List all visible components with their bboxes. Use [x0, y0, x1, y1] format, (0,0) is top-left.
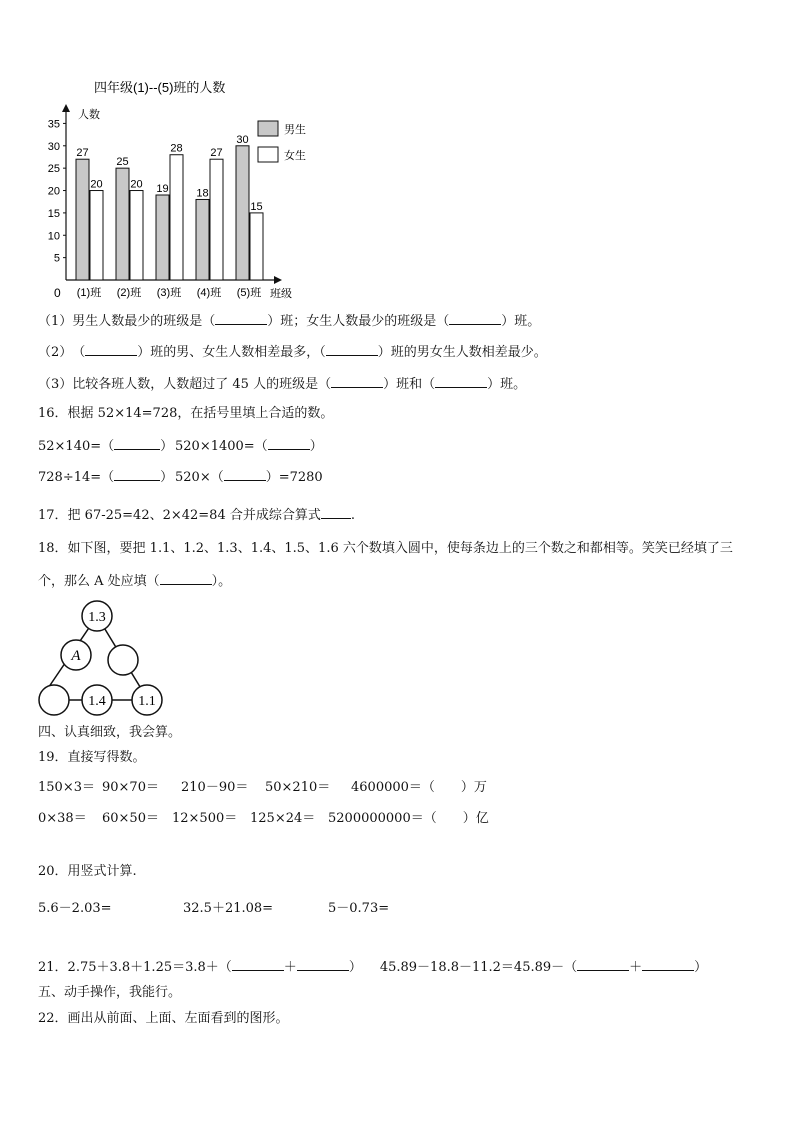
x-category-label: (2)班 [116, 287, 142, 299]
answer-blank[interactable] [114, 467, 160, 481]
q19-row2 [38, 810, 489, 828]
class-size-bar-chart [30, 76, 310, 306]
answer-blank[interactable] [232, 957, 284, 971]
q16-item: 520×1400=（ ） [175, 436, 323, 456]
q16-item: 52×140=（ ） [38, 436, 175, 456]
legend-swatch [258, 147, 278, 162]
y-tick-label: 35 [47, 118, 60, 131]
answer-blank[interactable] [326, 342, 378, 356]
circle-bottom-left[interactable] [39, 685, 69, 715]
answer-blank[interactable] [268, 436, 310, 450]
q16-title: 16．根据 52×14=728，在括号里填上合适的数。 [38, 406, 334, 421]
x-category-label: (1)班 [76, 287, 102, 299]
x-category-label: (4)班 [196, 287, 222, 299]
svg-text:1.3: 1.3 [88, 610, 106, 625]
q15-part3-text-c: ）班。 [487, 377, 527, 392]
y-tick-label: 5 [53, 252, 60, 265]
svg-text:1.1: 1.1 [138, 694, 156, 709]
answer-blank[interactable] [435, 374, 487, 388]
x-axis-label: 班级 [270, 288, 292, 300]
q21-text-a: 21．2.75＋3.8＋1.25＝3.8＋（ [38, 960, 232, 975]
y-axis-arrow [62, 104, 70, 112]
bar-value-label: 28 [170, 142, 183, 155]
q15-part3-text-b: ）班和（ [383, 377, 436, 392]
bar-girls [210, 159, 223, 280]
origin-label: 0 [54, 286, 61, 300]
answer-blank[interactable] [297, 957, 349, 971]
bar-value-label: 30 [236, 133, 249, 146]
q18-line1: 18．如下图，要把 1.1、1.2、1.3、1.4、1.5、1.6 六个数填入圆中，使每条边上的三个数之和都相等。笑笑已经填了三 [38, 541, 733, 556]
q15-part2-text-a: （2） （ [38, 345, 86, 360]
q21-text-b: ） [348, 960, 362, 975]
circle-left [61, 640, 91, 670]
q15-part1-text-a: （1）男生人数最少的班级是（ [38, 314, 216, 329]
chart-title: 四年级(1)--(5)班的人数 [94, 80, 226, 95]
q18-line2-text: 个，那么 A 处应填（ [38, 574, 160, 589]
y-tick-label: 30 [47, 140, 60, 153]
circle-bottom-mid [82, 685, 112, 715]
q16-item: 728÷14=（ ） [38, 467, 175, 487]
triangle-number-diagram [36, 598, 166, 720]
bar-boys [156, 195, 169, 280]
q15-part2-text-c: ）班的男女生人数相差最少。 [377, 345, 547, 360]
answer-blank[interactable] [215, 311, 267, 325]
q19-item: 60×50＝ [102, 811, 159, 826]
q15-part2-text-b: ）班的男、女生人数相差最多，（ [137, 345, 326, 360]
answer-blank[interactable] [449, 311, 501, 325]
q18-line2-end: ）。 [211, 574, 232, 589]
q19-item: 210－90＝ [181, 780, 249, 795]
section5-heading: 五、动手操作，我能行。 [38, 985, 182, 1000]
q16-row2 [38, 467, 323, 487]
q15-part1-text-b: ）班；女生人数最少的班级是（ [267, 314, 450, 329]
q19-item: 125×24＝ [250, 811, 316, 826]
answer-blank[interactable] [331, 374, 383, 388]
q15-part3 [38, 374, 526, 394]
legend-label: 男生 [284, 124, 306, 136]
q22: 22．画出从前面、上面、左面看到的图形。 [38, 1011, 289, 1026]
q15-part2 [38, 342, 547, 362]
y-tick-label: 25 [47, 163, 60, 176]
answer-blank[interactable] [85, 342, 137, 356]
bar-value-label: 18 [196, 187, 209, 200]
q19-item: 12×500＝ [172, 811, 238, 826]
q21-text-c: 45.89－18.8－11.2＝45.89－（ [379, 960, 578, 975]
q15-part1 [38, 311, 540, 331]
bar-value-label: 25 [116, 156, 129, 169]
q19-item: 5200000000＝（ ）亿 [328, 811, 489, 826]
circle-right[interactable] [108, 645, 138, 675]
bar-value-label: 19 [156, 183, 169, 195]
answer-blank[interactable] [160, 571, 212, 585]
q20-title: 20．用竖式计算. [38, 864, 137, 879]
bar-value-label: 27 [76, 147, 89, 160]
x-category-label: (5)班 [236, 287, 262, 299]
q15-part3-text-a: （3）比较各班人数，人数超过了 45 人的班级是（ [38, 377, 332, 392]
circle-top [82, 601, 112, 631]
q19-item: 50×210＝ [265, 780, 331, 795]
q19-item: 4600000＝（ ）万 [351, 780, 487, 795]
q16-item: 520×（ ）=7280 [175, 467, 323, 487]
bar-value-label: 20 [90, 178, 103, 191]
y-tick-label: 15 [47, 207, 60, 220]
bar-girls [250, 213, 263, 280]
q19-title: 19．直接写得数。 [38, 750, 146, 765]
q21-plus: ＋ [283, 960, 297, 975]
bar-value-label: 15 [250, 200, 263, 213]
legend-label: 女生 [284, 150, 306, 162]
bar-value-label: 20 [130, 178, 143, 191]
answer-blank[interactable] [114, 436, 160, 450]
svg-text:1.4: 1.4 [88, 694, 106, 709]
q17-end: . [350, 508, 355, 523]
bar-girls [130, 191, 143, 280]
q20-item: 5－0.73= [328, 901, 390, 916]
answer-blank[interactable] [577, 957, 629, 971]
answer-blank[interactable] [321, 505, 351, 519]
q18-line2 [38, 571, 231, 591]
bar-boys [116, 168, 129, 280]
q17 [38, 505, 355, 525]
bar-boys [196, 199, 209, 280]
section4-heading: 四、认真细致，我会算。 [38, 725, 182, 740]
q20-item: 32.5＋21.08= [183, 901, 274, 916]
answer-blank[interactable] [642, 957, 694, 971]
bar-girls [90, 191, 103, 280]
q20-row [38, 900, 389, 918]
bar-value-label: 27 [210, 147, 223, 160]
q19-item: 0×38＝ [38, 811, 87, 826]
answer-blank[interactable] [224, 467, 266, 481]
q15-part1-text-c: ）班。 [501, 314, 541, 329]
x-category-label: (3)班 [156, 287, 182, 299]
q21 [38, 957, 707, 977]
q19-item: 90×70＝ [102, 780, 159, 795]
legend-swatch [258, 121, 278, 136]
svg-text:A: A [71, 648, 81, 664]
bar-boys [236, 146, 249, 280]
y-tick-label: 10 [47, 230, 60, 243]
q19-row1 [38, 779, 487, 797]
circle-bottom-right [132, 685, 162, 715]
q20-item: 5.6－2.03= [38, 901, 112, 916]
q21-plus: ＋ [629, 960, 643, 975]
y-tick-label: 20 [47, 185, 60, 198]
x-axis-arrow [274, 276, 282, 284]
q21-text-d: ） [694, 960, 708, 975]
y-axis-label: 人数 [78, 109, 100, 121]
q16-row1 [38, 436, 323, 456]
q19-item: 150×3＝ [38, 780, 95, 795]
bar-girls [170, 155, 183, 280]
bar-boys [76, 159, 89, 280]
q17-text: 17．把 67-25=42、2×42=84 合并成综合算式 [38, 508, 321, 523]
